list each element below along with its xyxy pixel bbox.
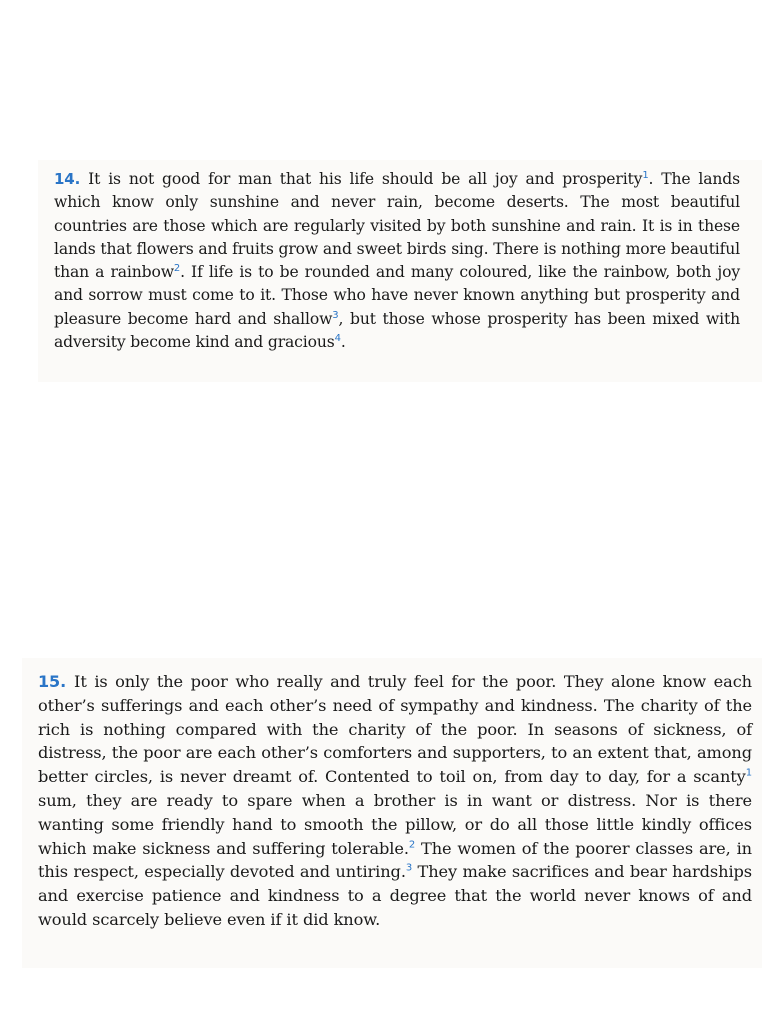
passage-15-paragraph — [38, 670, 752, 932]
passage-14-text-5: . — [340, 333, 346, 352]
passage-14-scan — [38, 160, 762, 382]
passage-15-text-4: They make sacrifices and bear hardships and exercise patience and kindness to a degree that the world never knows of and would scarcely believe even if it did know. — [38, 862, 752, 929]
passage-15-text-2: sum, they are ready to spare when a brother is in want or distress. Nor is there wanting some friendly hand to smooth the pillow, or do all those little kindly offices which make sickness and suffering tolerable. — [38, 790, 752, 858]
passage-14-text-1: It is not good for man that his life should be all joy and prosperity — [88, 170, 643, 188]
passage-14-footnote-2: 2 — [173, 263, 181, 274]
passage-15-footnote-2: 2 — [408, 839, 416, 851]
passage-14-number: 14. — [54, 170, 81, 188]
passage-15-text-3: The women of the poorer classes are, in this respect, especially devoted and untiring. — [38, 838, 752, 882]
passage-15-scan — [22, 658, 762, 968]
passage-14-footnote-1: 1 — [642, 169, 649, 181]
passage-14-text-3: . If life is to be rounded and many coloured, like the rainbow, both joy and sorrow must come to it. Those who have never known anything but prosperity and pleasure become hard and shallow — [54, 263, 740, 328]
passage-15-text-1: It is only the poor who really and truly feel for the poor. They alone know each other’s sufferings and each other’s need of sympathy and kindness. The charity of the rich is nothing compared with the charity of the poor. In seasons of sickness, of distress, the poor are each other’s comforters and supporters, to an extent that, among better circles, is never dreamt of. Contented to toil on, from day to day, for a scanty — [38, 672, 752, 787]
passage-14-footnote-4: 4 — [334, 332, 341, 344]
passage-14-footnote-3: 3 — [332, 309, 339, 321]
passage-15-number: 15. — [38, 672, 67, 691]
passage-15-footnote-1: 1 — [745, 767, 752, 779]
passage-14-text-4: , but those whose prosperity has been mixed with adversity become kind and gracious — [54, 309, 740, 352]
passage-14-paragraph — [54, 168, 740, 354]
passage-15-footnote-3: 3 — [405, 862, 413, 874]
passage-14-text-2: . The lands which know only sunshine and never rain, become deserts. The most beautiful countries are those which are regularly visited by both sunshine and rain. It is in these lands that flowers and fruits grow and sweet birds sing. There is nothing more beautiful than a rainbow — [54, 170, 740, 282]
